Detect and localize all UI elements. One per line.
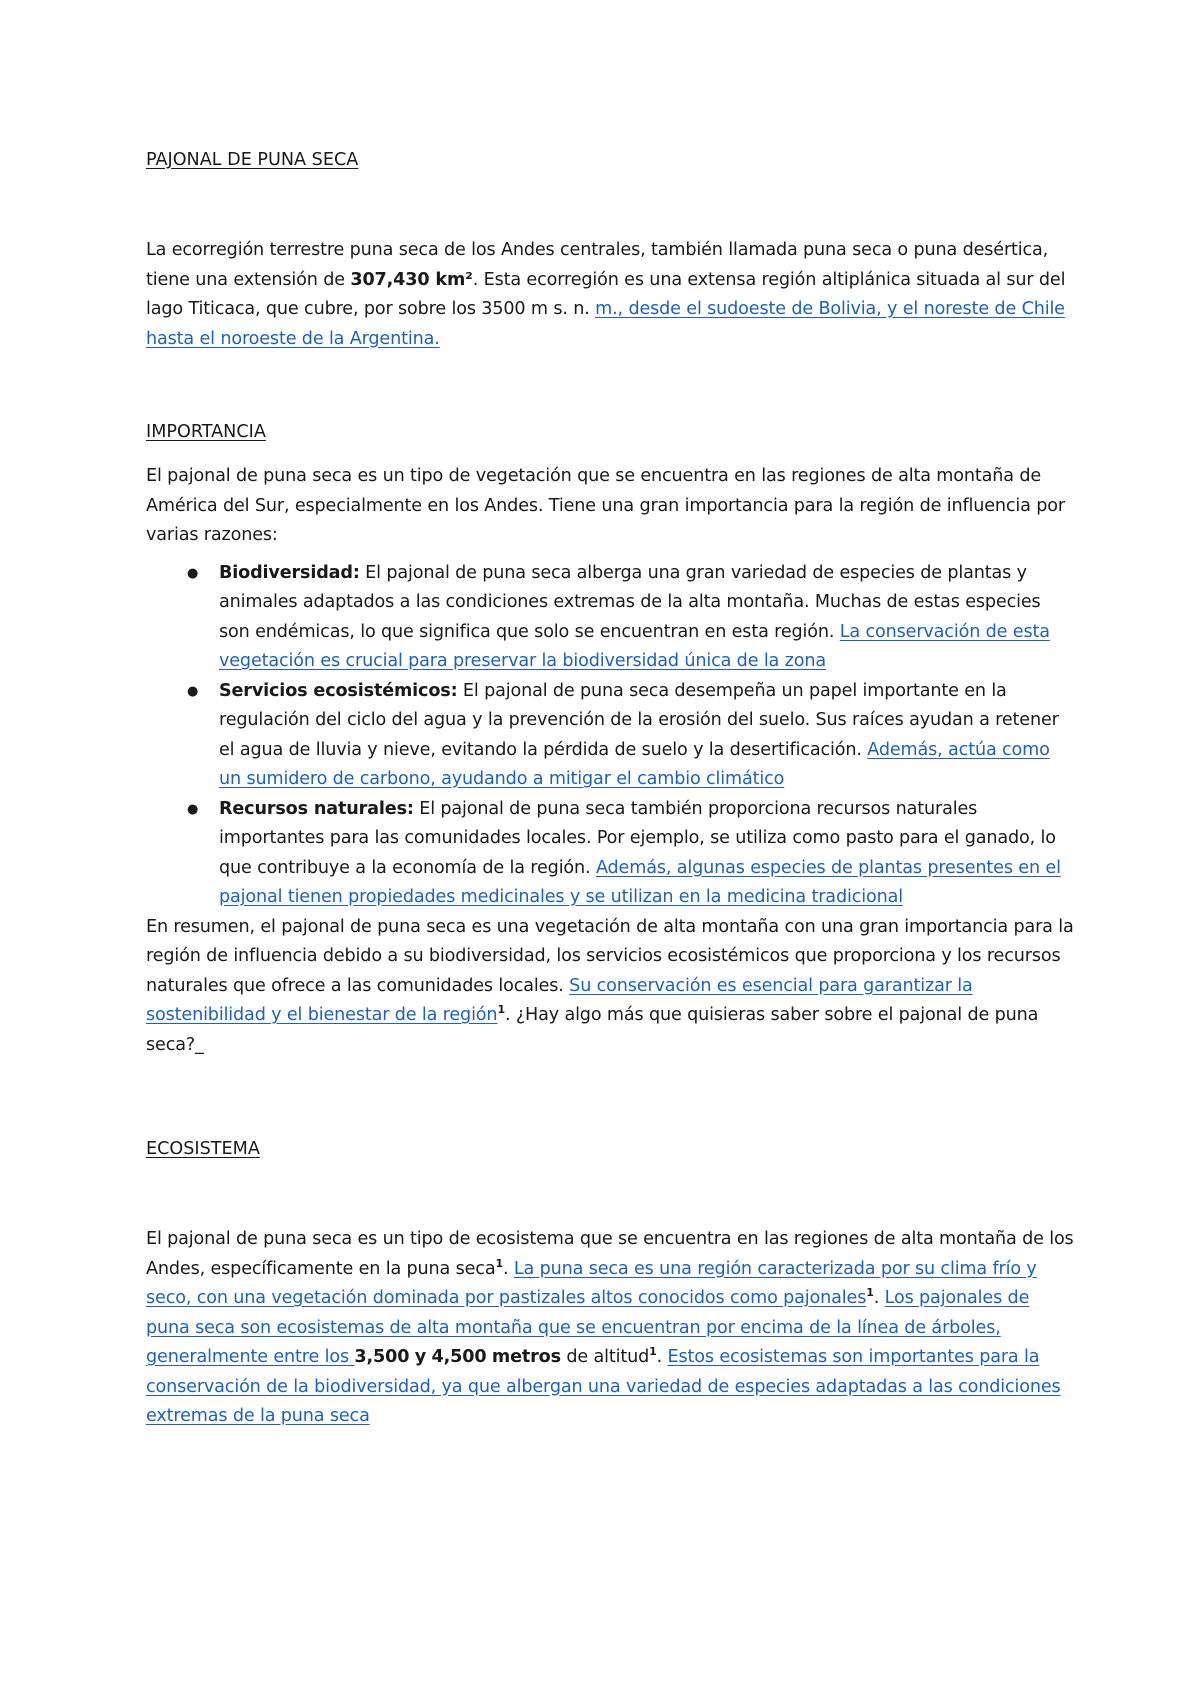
footnote-ref: 1	[497, 1003, 505, 1017]
title-ecosistema: ECOSISTEMA	[146, 1139, 260, 1159]
list-item-recursos	[146, 795, 1076, 913]
eco-text-c: .	[873, 1288, 885, 1308]
bullet-icon: ●	[187, 683, 199, 699]
eco-text-b: .	[502, 1258, 514, 1279]
item-text: El pajonal de puna seca desempeña un papel importante en la regulación del ciclo del agua y la prevención de la erosión del suelo. Sus raíces ayudan a retener el agua de lluvia y nieve, evitando la pérdida de suelo y la desertificación.	[219, 680, 1059, 760]
altitude-unit: metros	[491, 1347, 561, 1367]
intro-link[interactable]: m., desde el sudoeste de Bolivia, y el noreste de Chile hasta el noroeste de la Argentina.	[146, 299, 1065, 349]
ecosistema-body	[146, 1225, 1076, 1432]
section-pajonal	[146, 146, 1076, 176]
footnote-ref: 1	[495, 1256, 503, 1270]
intro-paragraph	[146, 236, 1076, 354]
item-label: Recursos naturales:	[219, 798, 414, 819]
importancia-intro: El pajonal de puna seca es un tipo de vegetación que se encuentra en las regiones de alta montaña de América del Sur, especialmente en los Andes. Tiene una gran importancia para la región de influencia por varias razones:	[146, 466, 1065, 545]
paragraph-intro	[146, 236, 1076, 354]
eco-link-1[interactable]: La puna seca es una región caracterizada por su clima frío y seco, con una vegetación dominada por pastizales altos conocidos como pajonales	[146, 1258, 1037, 1308]
eco-text-h: .	[656, 1347, 668, 1367]
list-item-servicios	[146, 677, 1076, 795]
ecosistema-paragraph	[146, 1225, 1076, 1432]
section-ecosistema	[146, 1135, 1076, 1165]
eco-text-a: El pajonal de puna seca es un tipo de ecosistema que se encuentra en las regiones de alta montaña de los Andes, específicamente en la puna seca	[146, 1229, 1074, 1279]
footnote-ref: 1	[866, 1286, 874, 1300]
intro-text-b: . Esta ecorregión es una extensa región altiplánica situada al sur del lago Titicaca, que cubre, por sobre los 3500 m s. n.	[146, 269, 1066, 319]
section-importancia	[146, 418, 1076, 448]
eco-text-g: de altitud	[560, 1347, 650, 1367]
item-link[interactable]: Además, algunas especies de plantas presentes en el pajonal tienen propiedades medicinales y se utilizan en la medicina tradicional	[219, 857, 1061, 907]
extension-value: 307,430 km²	[350, 269, 473, 290]
bullet-icon: ●	[187, 801, 199, 817]
altitude-max: 4,500	[431, 1347, 487, 1367]
title-importancia: IMPORTANCIA	[146, 422, 266, 442]
eco-link-3[interactable]: Estos ecosistemas son importantes para la conservación de la biodiversidad, ya que albergan una variedad de especies adaptadas a las condiciones extremas de la puna seca	[146, 1347, 1061, 1426]
item-link[interactable]: La conservación de esta vegetación es crucial para preservar la biodiversidad única de la zona	[219, 621, 1050, 671]
altitude-and: y	[414, 1347, 427, 1367]
footnote-ref: 1	[649, 1345, 657, 1359]
altitude-min: 3,500	[354, 1347, 410, 1367]
bullet-icon: ●	[187, 565, 199, 581]
item-text: El pajonal de puna seca alberga una gran variedad de especies de plantas y animales adaptados a las condiciones extremas de la alta montaña. Muchas de estas especies son endémicas, lo que significa que solo se encuentran en esta región.	[219, 562, 1041, 642]
summary-link[interactable]: Su conservación es esencial para garantizar la sostenibilidad y el bienestar de la región	[146, 975, 973, 1025]
eco-link-2[interactable]: Los pajonales de puna seca son ecosistemas de alta montaña que se encuentran por encima de la línea de árboles, generalmente entre los	[146, 1288, 1030, 1367]
summary-paragraph	[146, 913, 1076, 1061]
item-text: El pajonal de puna seca también proporciona recursos naturales importantes para las comunidades locales. Por ejemplo, se utiliza como pasto para el ganado, lo que contribuye a la economía de la región.	[219, 798, 1056, 878]
item-link[interactable]: Además, actúa como un sumidero de carbono, ayudando a mitigar el cambio climático	[219, 739, 1050, 789]
importancia-body	[146, 462, 1076, 1060]
importancia-list	[146, 559, 1076, 913]
summary-text-a: En resumen, el pajonal de puna seca es una vegetación de alta montaña con una gran importancia para la región de influencia debido a su biodiversidad, los servicios ecosistémicos que proporciona y los recursos naturales que ofrece a las comunidades locales.	[146, 916, 1074, 996]
list-item-biodiversidad	[146, 559, 1076, 677]
summary-text-b: . ¿Hay algo más que quisieras saber sobre el pajonal de puna seca?_	[146, 1005, 1039, 1055]
item-label: Servicios ecosistémicos:	[219, 680, 458, 701]
item-label: Biodiversidad:	[219, 562, 360, 583]
intro-text-a: La ecorregión terrestre puna seca de los Andes centrales, también llamada puna seca o puna desértica, tiene una extensión de	[146, 240, 1049, 290]
title-pajonal-de-puna-seca: PAJONAL DE PUNA SECA	[146, 150, 359, 170]
